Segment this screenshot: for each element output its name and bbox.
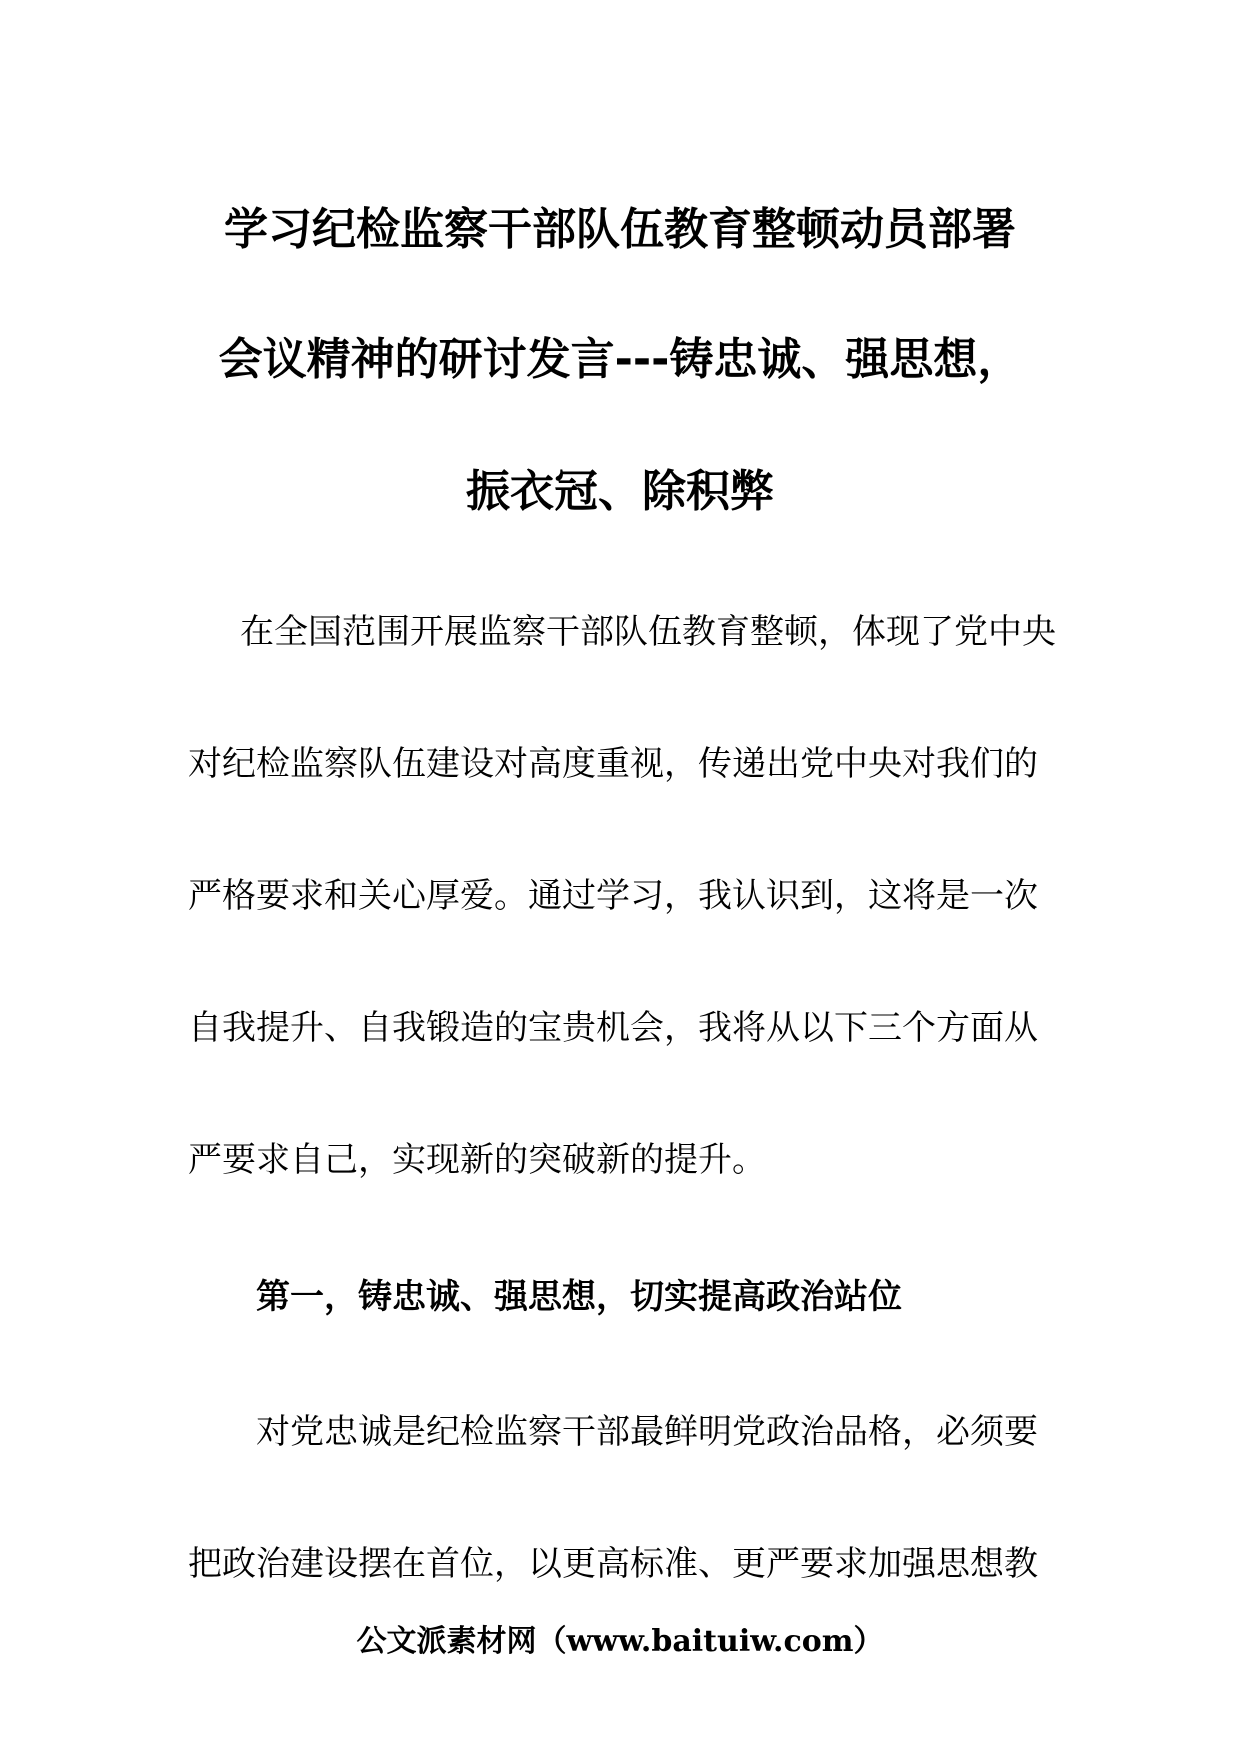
intro-paragraph-line: 对纪检监察队伍建设对高度重视，传递出党中央对我们的 xyxy=(188,744,1038,784)
intro-paragraph-line: 在全国范围开展监察干部队伍教育整顿，体现了党中央 xyxy=(240,612,1056,652)
document-title-line-3: 振衣冠、除积弊 xyxy=(466,466,774,517)
section-heading: 第一，铸忠诚、强思想，切实提高政治站位 xyxy=(256,1277,902,1317)
intro-paragraph-line: 严要求自己，实现新的突破新的提升。 xyxy=(188,1140,766,1180)
footer-source: 公文派素材网（www.baituiw.com） xyxy=(356,1624,884,1659)
intro-paragraph-line: 自我提升、自我锻造的宝贵机会，我将从以下三个方面从 xyxy=(188,1008,1038,1048)
document-title-line-1: 学习纪检监察干部队伍教育整顿动员部署 xyxy=(224,204,1016,255)
section-paragraph-line: 把政治建设摆在首位，以更高标准、更严要求加强思想教 xyxy=(188,1544,1038,1584)
section-paragraph-line: 对党忠诚是纪检监察干部最鲜明党政治品格，必须要 xyxy=(256,1412,1038,1452)
intro-paragraph-line: 严格要求和关心厚爱。通过学习，我认识到，这将是一次 xyxy=(188,876,1038,916)
document-title-line-2: 会议精神的研讨发言---铸忠诚、强思想， xyxy=(218,334,1022,385)
